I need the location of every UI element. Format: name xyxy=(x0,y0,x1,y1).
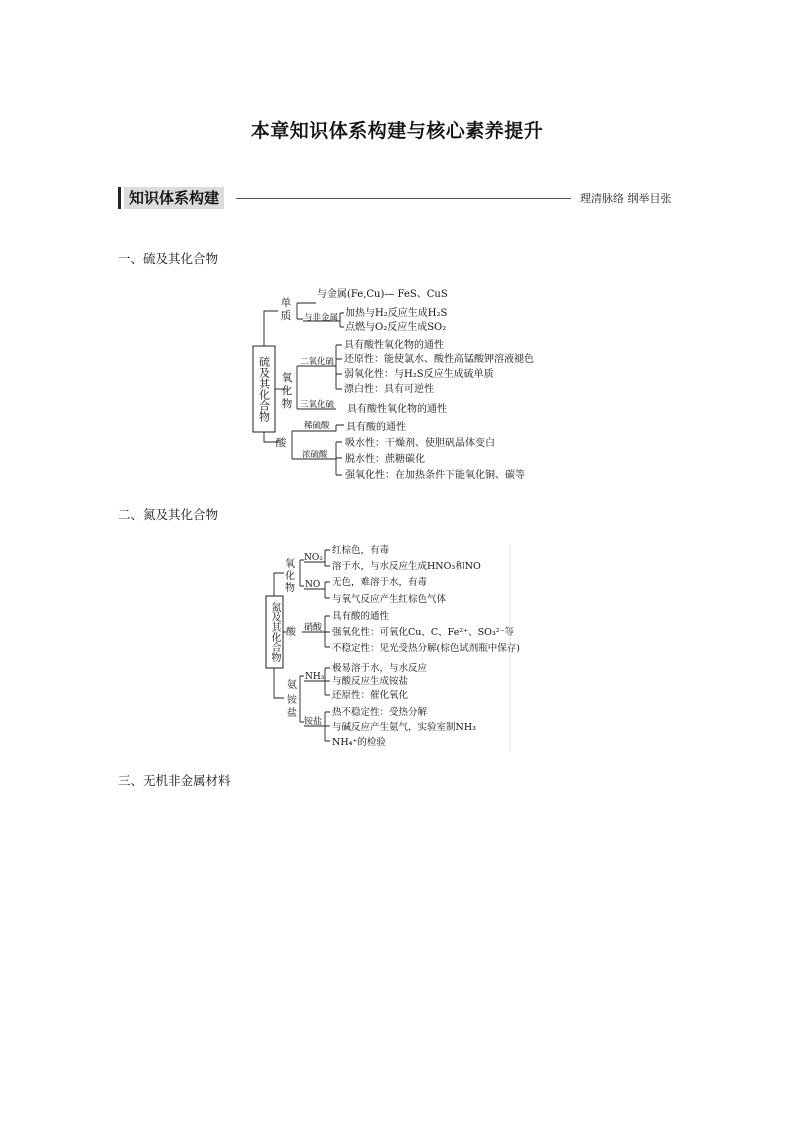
nitrogen-nh3-2: 与酸反应生成铵盐 xyxy=(332,676,409,687)
sulfur-nonmetal-label: 与非金属 xyxy=(304,313,339,323)
sulfur-dilute-label: 稀硫酸 xyxy=(304,421,330,431)
nitrogen-ammonia-bracket xyxy=(300,676,304,722)
sulfur-element-1: 单 xyxy=(280,297,292,309)
nitrogen-hno3-label: 硝酸 xyxy=(304,623,323,633)
nitrogen-root: 氮及其化合物 xyxy=(269,602,280,662)
sulfur-so2-2: 还原性：能使氯水、酸性高锰酸钾溶液褪色 xyxy=(344,354,534,365)
heading-nitrogen: 二、氮及其化合物 xyxy=(118,507,219,522)
sulfur-conc-label: 浓硫酸 xyxy=(302,450,328,460)
nitrogen-no-label: NO xyxy=(305,580,321,590)
sulfur-acid: 酸 xyxy=(275,437,287,449)
sulfur-so3-1: 具有酸性氧化物的通性 xyxy=(347,404,447,415)
nitrogen-no2-label: NO₂ xyxy=(304,553,323,563)
heading-materials: 三、无机非金属材料 xyxy=(118,773,231,788)
nitrogen-ammonia-2: 铵 xyxy=(287,695,297,706)
sulfur-oxide-2: 化 xyxy=(281,385,293,397)
nitrogen-hno3-2: 强氧化性：可氧化Cu、C、Fe²⁺、SO₃²⁻等 xyxy=(332,627,515,638)
sulfur-conc-3: 强氧化性：在加热条件下能氧化铜、碳等 xyxy=(345,470,525,481)
nitrogen-no2-2: 溶于水，与水反应生成HNO₃和NO xyxy=(332,561,481,572)
page-title: 本章知识体系构建与核心素养提升 xyxy=(250,120,544,142)
nitrogen-nh3-label: NH₃ xyxy=(305,672,325,682)
sulfur-so3-label: 三氧化硫 xyxy=(300,400,335,410)
section-title: 知识体系构建 xyxy=(124,187,224,209)
sulfur-element-metal: 与金属(Fe,Cu)— FeS、CuS xyxy=(317,289,448,300)
nitrogen-salt-3: NH₄⁺的检验 xyxy=(332,737,386,748)
nitrogen-salt-label: 铵盐 xyxy=(304,717,323,727)
sulfur-so2-1: 具有酸性氧化物的通性 xyxy=(344,340,444,351)
nitrogen-salt-2: 与碱反应产生氨气，实验室制NH₃ xyxy=(332,722,476,733)
sulfur-oxide-3: 物 xyxy=(281,398,293,410)
nitrogen-oxide-bracket xyxy=(300,560,304,586)
nitrogen-oxide-2: 化 xyxy=(285,571,295,582)
sulfur-oxide-1: 氧 xyxy=(281,372,293,384)
sulfur-conc-1: 吸水性：干燥剂、使胆矾晶体变白 xyxy=(345,438,495,449)
nitrogen-oxide-1: 氧 xyxy=(285,559,295,570)
nitrogen-no-2: 与氧气反应产生红棕色气体 xyxy=(332,594,447,605)
section-subtitle: 理清脉络 纲举目张 xyxy=(580,192,672,205)
nitrogen-no-1: 无色，难溶于水，有毒 xyxy=(332,577,428,588)
nitrogen-ammonia-1: 氨 xyxy=(287,680,297,691)
sulfur-element-2: 质 xyxy=(280,310,292,322)
sulfur-root: 硫及其化合物 xyxy=(257,356,271,422)
sulfur-so2-4: 漂白性：具有可逆性 xyxy=(344,384,434,395)
nitrogen-ammonia-3: 盐 xyxy=(287,708,297,719)
sulfur-nonmetal-o2: 点燃与O₂反应生成SO₂ xyxy=(345,322,447,333)
sulfur-so2-3: 弱氧化性：与H₂S反应生成硫单质 xyxy=(344,369,494,380)
sulfur-so2-label: 二氧化硫 xyxy=(300,357,335,367)
nitrogen-nh3-3: 还原性：催化氧化 xyxy=(332,690,409,701)
nitrogen-hno3-1: 具有酸的通性 xyxy=(332,611,390,622)
nitrogen-acid: 酸 xyxy=(286,627,296,638)
heading-sulfur: 一、硫及其化合物 xyxy=(118,251,219,266)
sulfur-dilute-1: 具有酸的通性 xyxy=(346,422,406,433)
nitrogen-no2-1: 红棕色，有毒 xyxy=(332,545,390,556)
sulfur-conc-2: 脱水性：蔗糖碳化 xyxy=(345,454,425,465)
nitrogen-oxide-3: 物 xyxy=(285,583,295,594)
nitrogen-hno3-3: 不稳定性：见光受热分解(棕色试剂瓶中保存) xyxy=(332,643,520,654)
nitrogen-salt-1: 热不稳定性：受热分解 xyxy=(332,707,428,718)
nitrogen-nh3-1: 极易溶于水，与水反应 xyxy=(332,663,428,674)
sulfur-nonmetal-h2: 加热与H₂反应生成H₂S xyxy=(345,308,448,319)
